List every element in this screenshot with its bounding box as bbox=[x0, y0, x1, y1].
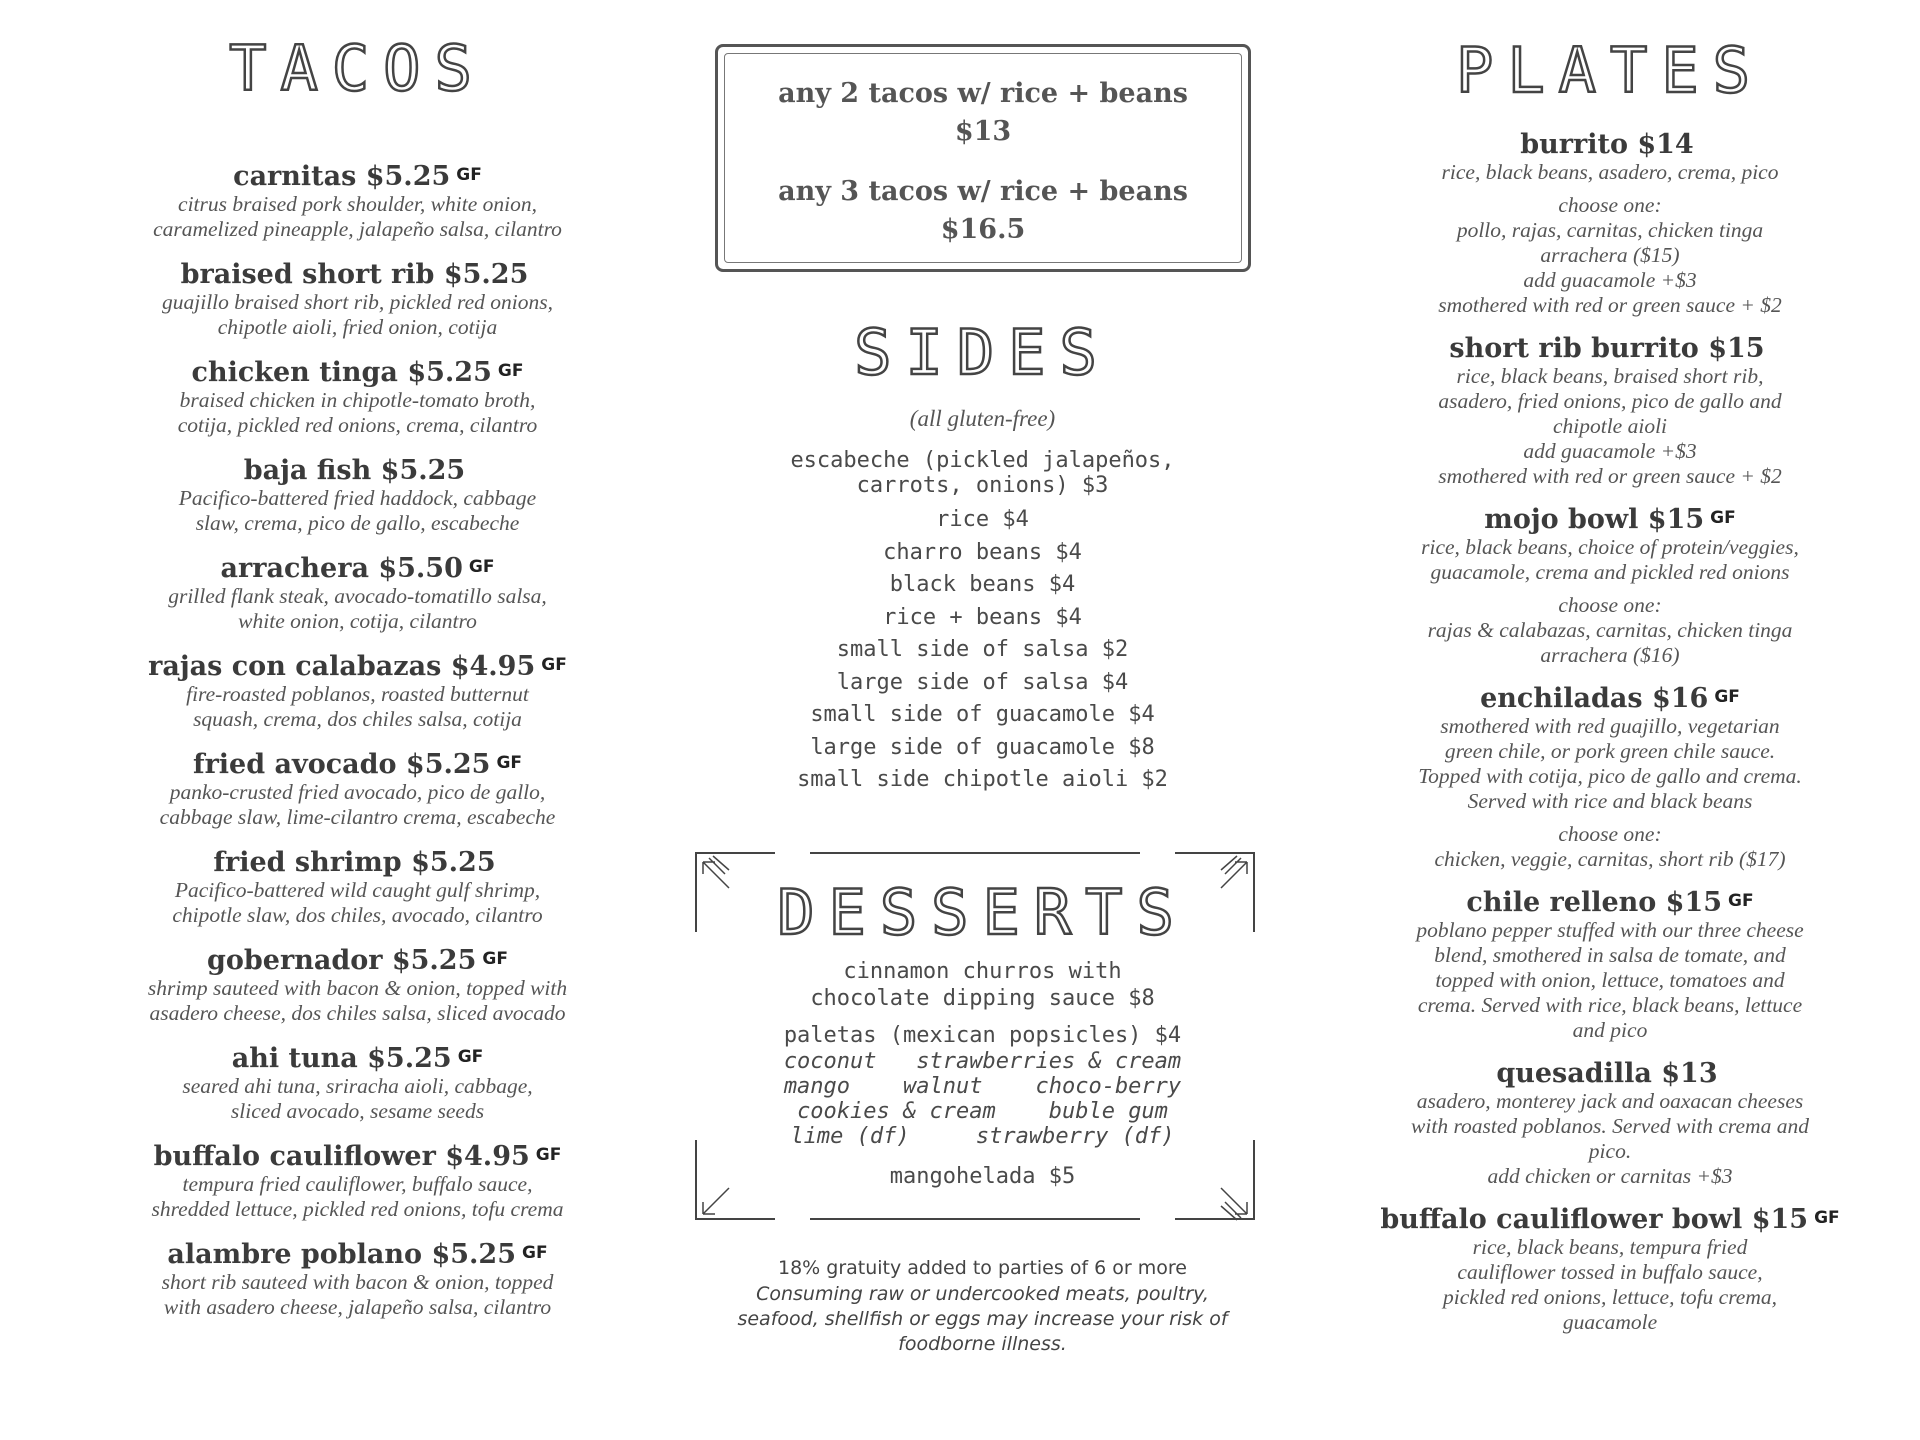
side-item: large side of guacamole $8 bbox=[810, 734, 1155, 760]
side-item: small side chipotle aioli $2 bbox=[797, 767, 1168, 792]
menu-item bbox=[30, 1042, 685, 1124]
sides-list bbox=[685, 448, 1280, 797]
item-name: fried shrimp $5.25 bbox=[213, 847, 496, 878]
item-name: burrito $14 bbox=[1520, 129, 1694, 160]
item-name: mojo bowl $15 bbox=[1484, 504, 1705, 535]
item-name: rajas con calabazas $4.95 bbox=[148, 651, 536, 682]
item-description: rice, black beans, asadero, crema, pico bbox=[1441, 160, 1779, 184]
paletas-item: paletas (mexican popsicles) $4 bbox=[783, 1023, 1182, 1048]
item-description: braised chicken in chipotle-tomato broth, cotija, pickled red onions, crema, cilantro bbox=[177, 388, 538, 437]
menu-item bbox=[30, 454, 685, 536]
combo-2-label: any 2 tacos w/ rice + beans bbox=[778, 78, 1188, 109]
paleta-flavors: coconut strawberries & cream bbox=[783, 1049, 1182, 1074]
item-description: rice, black beans, choice of protein/veggies, guacamole, crema and pickled red onions bbox=[1421, 535, 1799, 584]
paleta-flavors: mango walnut choco-berry bbox=[783, 1074, 1182, 1099]
taco-combo-box bbox=[715, 44, 1251, 272]
gf-badge: GF bbox=[1714, 687, 1740, 707]
gf-badge: GF bbox=[468, 557, 495, 577]
side-item: small side of salsa $2 bbox=[836, 637, 1129, 662]
item-description: asadero, monterey jack and oaxacan cheeses with roasted poblanos. Served with crema and pico. add chicken or carnitas +$3 bbox=[1411, 1089, 1809, 1188]
menu-item bbox=[1330, 886, 1890, 1043]
menu-item bbox=[30, 160, 685, 242]
combo-3-price: $16.5 bbox=[940, 214, 1026, 245]
side-item: large side of salsa $4 bbox=[836, 669, 1129, 695]
item-description: guajillo braised short rib, pickled red onions, chipotle aioli, fried onion, cotija bbox=[162, 290, 553, 339]
side-item: escabeche (pickled jalapeños, carrots, onions) $3 bbox=[790, 448, 1175, 498]
item-description: panko-crusted fried avocado, pico de gallo, cabbage slaw, lime-cilantro crema, escabeche bbox=[159, 780, 556, 829]
item-description: smothered with red guajillo, vegetarian green chile, or pork green chile sauce. Topped with cotija, pico de gallo and crema. Served with rice and black beans bbox=[1418, 714, 1802, 813]
menu-item bbox=[1330, 128, 1890, 318]
item-description: seared ahi tuna, sriracha aioli, cabbage, sliced avocado, sesame seeds bbox=[182, 1074, 533, 1123]
menu-item bbox=[30, 1140, 685, 1222]
menu-item bbox=[30, 356, 685, 438]
gf-badge: GF bbox=[1814, 1208, 1840, 1228]
menu-item bbox=[1330, 503, 1890, 668]
item-name: fried avocado $5.25 bbox=[192, 749, 491, 780]
item-description: shrimp sauteed with bacon & onion, topped with asadero cheese, dos chiles salsa, sliced avocado bbox=[147, 976, 568, 1025]
menu-item bbox=[30, 748, 685, 830]
item-description: rice, black beans, braised short rib, asadero, fried onions, pico de gallo and chipotle aioli add guacamole +$3 smothered with red or green sauce + $2 bbox=[1438, 364, 1782, 488]
side-item: black beans $4 bbox=[889, 572, 1076, 597]
combo-2-price: $13 bbox=[954, 116, 1012, 147]
food-safety-warning: Consuming raw or undercooked meats, poultry, seafood, shellfish or eggs may increase your risk of foodborne illness. bbox=[737, 1283, 1228, 1355]
sides-note: (all gluten-free) bbox=[909, 406, 1056, 431]
menu-item bbox=[1330, 682, 1890, 872]
menu-item bbox=[1330, 1057, 1890, 1189]
side-item: charro beans $4 bbox=[883, 539, 1082, 565]
menu-item bbox=[30, 258, 685, 340]
menu-item bbox=[1330, 1203, 1890, 1335]
paleta-flavors: lime (df) strawberry (df) bbox=[790, 1124, 1175, 1149]
item-name: gobernador $5.25 bbox=[207, 945, 477, 976]
item-name: arrachera $5.50 bbox=[220, 553, 463, 584]
item-description: fire-roasted poblanos, roasted butternut squash, crema, dos chiles salsa, cotija bbox=[186, 682, 529, 731]
item-description: tempura fried cauliflower, buffalo sauce, shredded lettuce, pickled red onions, tofu crema bbox=[151, 1172, 564, 1221]
item-description: rice, black beans, tempura fried cauliflower tossed in buffalo sauce, pickled red onions, lettuce, tofu crema, guacamole bbox=[1443, 1235, 1777, 1334]
gf-badge: GF bbox=[522, 1243, 548, 1263]
desserts-heading: DESSERTS bbox=[777, 876, 1188, 949]
gf-badge: GF bbox=[541, 655, 567, 675]
desserts-list bbox=[685, 958, 1280, 1190]
item-options: choose one: chicken, veggie, carnitas, short rib ($17) bbox=[1434, 822, 1786, 871]
combo-3-label: any 3 tacos w/ rice + beans bbox=[778, 176, 1188, 207]
gf-badge: GF bbox=[535, 1145, 562, 1165]
item-name: enchiladas $16 bbox=[1480, 683, 1709, 714]
gf-badge: GF bbox=[1728, 891, 1754, 911]
gf-badge: GF bbox=[482, 949, 508, 969]
item-description: poblano pepper stuffed with our three cheese blend, smothered in salsa de tomate, and topped with onion, lettuce, tomatoes and crema. Served with rice, black beans, lettuce and pico bbox=[1416, 918, 1804, 1042]
side-item: rice + beans $4 bbox=[883, 604, 1082, 630]
plates-heading: PLATES bbox=[1456, 34, 1764, 107]
item-name: chicken tinga $5.25 bbox=[191, 357, 492, 388]
side-item: rice $4 bbox=[936, 507, 1029, 532]
item-name: ahi tuna $5.25 bbox=[231, 1043, 452, 1074]
menu-item bbox=[30, 846, 685, 928]
item-name: quesadilla $13 bbox=[1496, 1058, 1718, 1089]
item-description: citrus braised pork shoulder, white onion, caramelized pineapple, jalapeño salsa, cilantro bbox=[153, 192, 562, 241]
plates-list bbox=[1330, 128, 1890, 1349]
item-name: buffalo cauliflower $4.95 bbox=[153, 1141, 530, 1172]
paleta-flavors: cookies & cream buble gum bbox=[797, 1099, 1168, 1124]
gratuity-note: 18% gratuity added to parties of 6 or more bbox=[777, 1257, 1187, 1279]
mangohelada-item: mangohelada $5 bbox=[889, 1164, 1076, 1189]
tacos-heading: TACOS bbox=[229, 32, 486, 105]
churros-item: cinnamon churros with chocolate dipping sauce $8 bbox=[810, 959, 1155, 1011]
footer-notes bbox=[685, 1254, 1280, 1357]
item-description: Pacifico-battered fried haddock, cabbage slaw, crema, pico de gallo, escabeche bbox=[178, 486, 537, 535]
item-options: choose one: rajas & calabazas, carnitas, chicken tinga arrachera ($16) bbox=[1427, 593, 1793, 667]
gf-badge: GF bbox=[1710, 508, 1736, 528]
gf-badge: GF bbox=[497, 361, 524, 381]
sides-heading: SIDES bbox=[854, 316, 1111, 389]
item-description: short rib sauteed with bacon & onion, topped with asadero cheese, jalapeño salsa, cilantro bbox=[161, 1270, 554, 1319]
menu-item bbox=[30, 1238, 685, 1320]
item-name: buffalo cauliflower bowl $15 bbox=[1380, 1204, 1809, 1235]
side-item: small side of guacamole $4 bbox=[810, 702, 1155, 727]
item-name: carnitas $5.25 bbox=[233, 161, 451, 192]
item-description: grilled flank steak, avocado-tomatillo salsa, white onion, cotija, cilantro bbox=[168, 584, 547, 633]
menu-item bbox=[30, 944, 685, 1026]
item-name: alambre poblano $5.25 bbox=[167, 1239, 517, 1270]
item-name: baja fish $5.25 bbox=[243, 455, 466, 486]
item-options: choose one: pollo, rajas, carnitas, chicken tinga arrachera ($15) add guacamole +$3 smothered with red or green sauce + $2 bbox=[1438, 193, 1782, 317]
menu-item bbox=[30, 552, 685, 634]
item-description: Pacifico-battered wild caught gulf shrimp, chipotle slaw, dos chiles, avocado, cilantro bbox=[172, 878, 543, 927]
gf-badge: GF bbox=[457, 1047, 484, 1067]
item-name: short rib burrito $15 bbox=[1449, 333, 1765, 364]
gf-badge: GF bbox=[496, 753, 523, 773]
item-name: chile relleno $15 bbox=[1466, 887, 1723, 918]
tacos-list bbox=[30, 160, 685, 1336]
menu-item bbox=[30, 650, 685, 732]
gf-badge: GF bbox=[456, 165, 482, 185]
menu-item bbox=[1330, 332, 1890, 489]
item-name: braised short rib $5.25 bbox=[180, 259, 529, 290]
